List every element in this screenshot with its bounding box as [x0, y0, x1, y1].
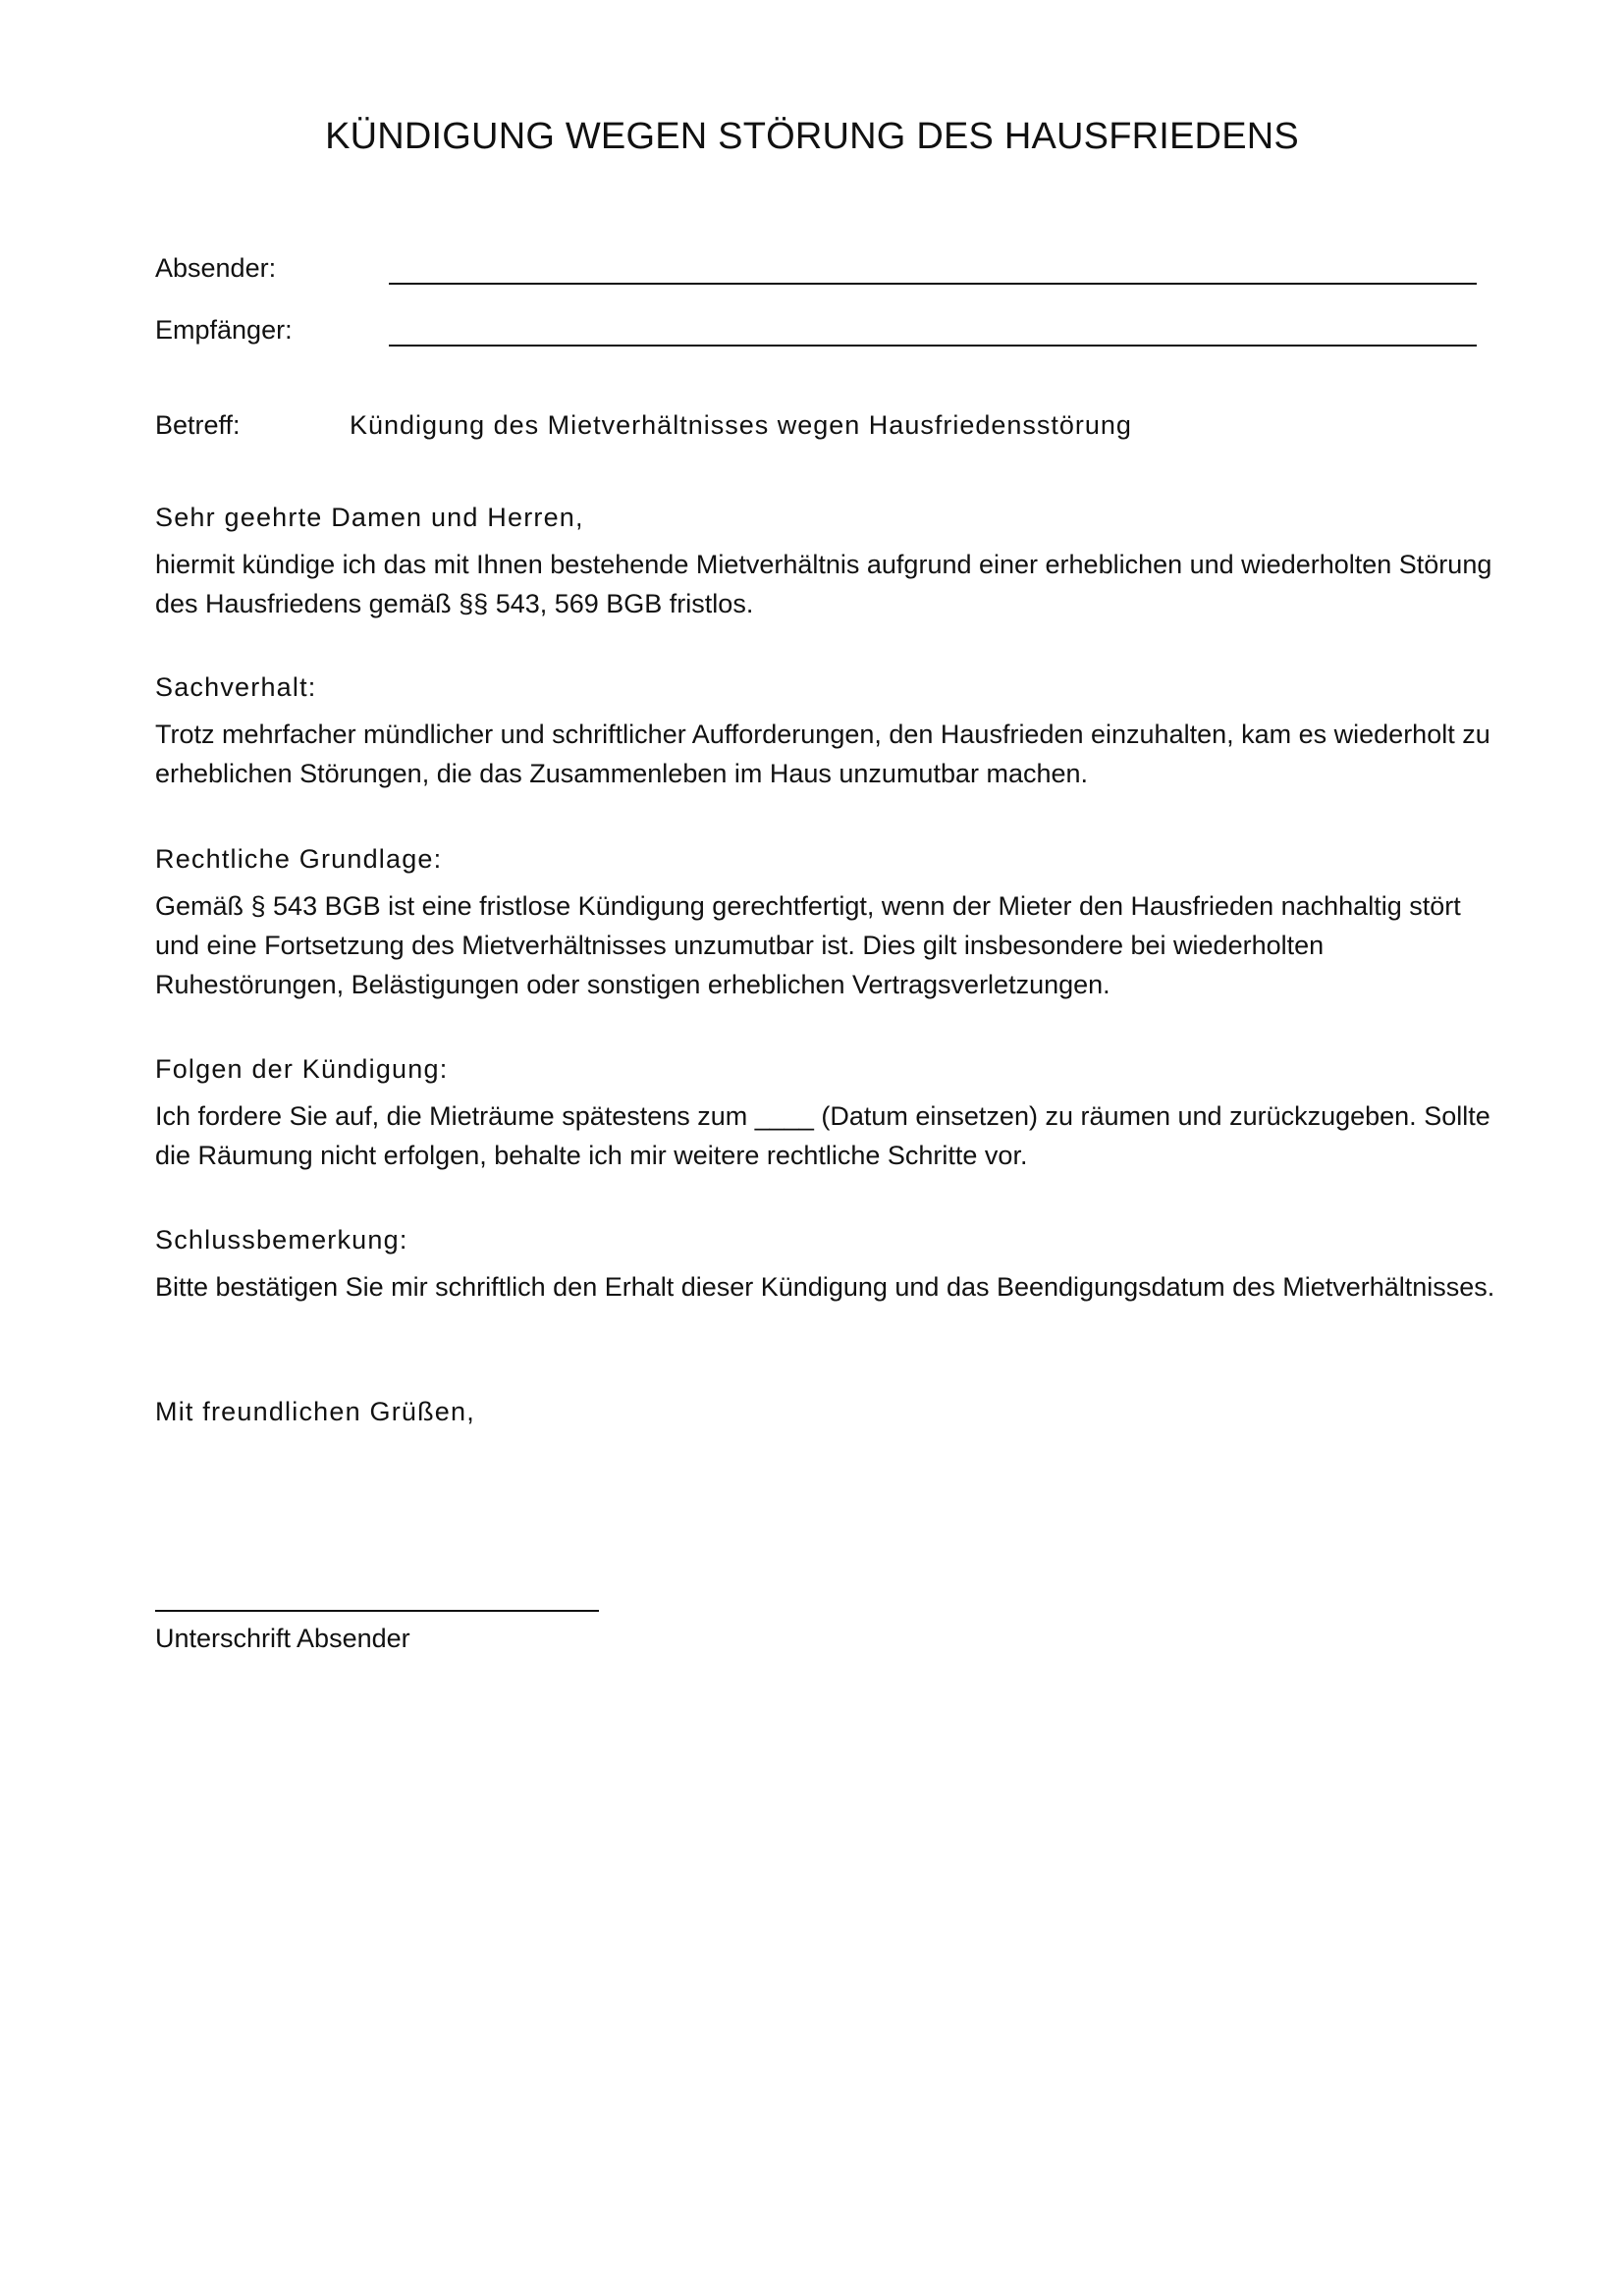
section-text-consequences: Ich fordere Sie auf, die Mieträume spätestens zum ____ (Datum einsetzen) zu räumen und zurückzugeben. Sollte die Räumung nicht erfolgen, behalte ich mir weitere rechtliche Schritte vor. — [155, 1101, 1490, 1170]
section-heading-facts: Sachverhalt: — [155, 672, 317, 702]
recipient-line — [389, 345, 1477, 347]
subject-label: Betreff: — [155, 410, 241, 440]
section-heading-final-remark: Schlussbemerkung: — [155, 1225, 408, 1255]
section-heading-legal-basis: Rechtliche Grundlage: — [155, 844, 443, 874]
recipient-field — [155, 315, 1477, 354]
subject-value: Kündigung des Mietverhältnisses wegen Hausfriedensstörung — [350, 410, 1132, 440]
section-text-final-remark: Bitte bestätigen Sie mir schriftlich den Erhalt dieser Kündigung und das Beendigungsdatum des Mietverhältnisses. — [155, 1272, 1495, 1302]
signature-label: Unterschrift Absender — [155, 1624, 410, 1653]
section-text-facts: Trotz mehrfacher mündlicher und schriftlicher Aufforderungen, den Hausfrieden einzuhalten, kam es wiederholt zu erheblichen Störungen, die das Zusammenleben im Haus unzumutbar machen. — [155, 720, 1490, 788]
recipient-label: Empfänger: — [155, 315, 293, 345]
sender-line — [389, 283, 1477, 285]
sender-label: Absender: — [155, 253, 277, 283]
closing-line: Mit freundlichen Grüßen, — [155, 1397, 475, 1426]
section-heading-consequences: Folgen der Kündigung: — [155, 1054, 449, 1084]
section-text-legal-basis: Gemäß § 543 BGB ist eine fristlose Kündigung gerechtfertigt, wenn der Mieter den Hausfrieden nachhaltig stört und eine Fortsetzung des Mietverhältnisses unzumutbar ist. Dies gilt insbesondere bei wiederholten Ruhestörungen, Belästigungen oder sonstigen erheblichen Vertragsverletzungen. — [155, 891, 1461, 999]
salutation: Sehr geehrte Damen und Herren, — [155, 503, 584, 532]
signature-line — [155, 1610, 599, 1612]
sender-field — [155, 253, 1477, 293]
document-title: KÜNDIGUNG WEGEN STÖRUNG DES HAUSFRIEDENS — [325, 116, 1299, 157]
intro-paragraph: hiermit kündige ich das mit Ihnen bestehende Mietverhältnis aufgrund einer erheblichen und wiederholten Störung des Hausfriedens gemäß §§ 543, 569 BGB fristlos. — [155, 550, 1492, 618]
